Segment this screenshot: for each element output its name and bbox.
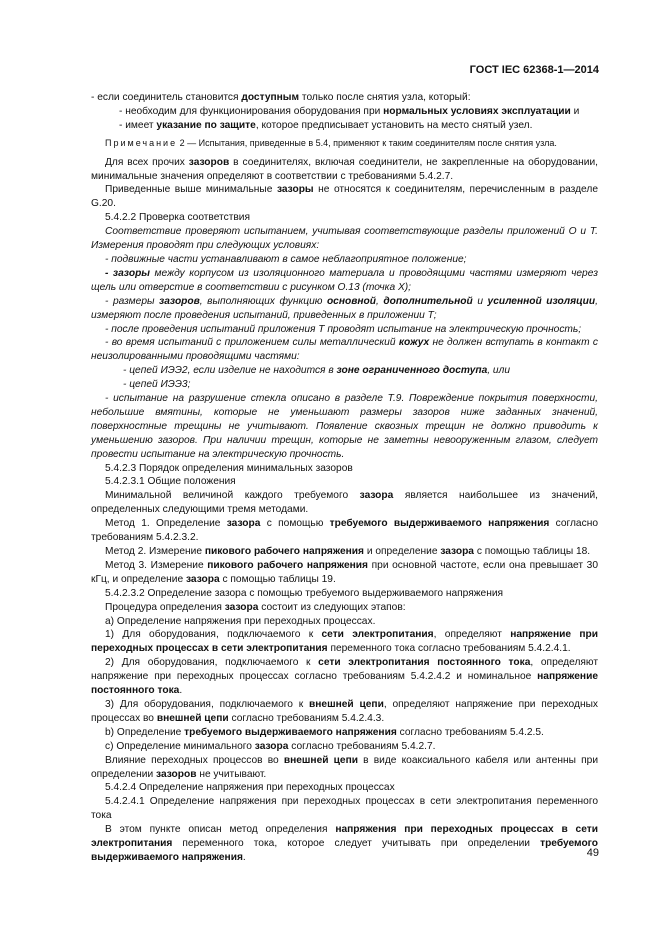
list-item: 2) Для оборудования, подключаемого к сети электропитания постоянного тока, определяют напряжение при переходных процессах согласно требованиям 5.4.2.4.2 и номинальное напряжение постоянного тока. xyxy=(91,657,598,697)
list-item: b) Определение требуемого выдерживаемого напряжения согласно требованиям 5.4.2.5. xyxy=(105,726,544,738)
section-heading: 5.4.2.3.2 Определение зазора с помощью требуемого выдерживаемого напряжения xyxy=(105,587,504,599)
list-item: - цепей ИЭЭ2, если изделие не находится в зоне ограниченного доступа, или xyxy=(123,365,511,377)
section-heading: 5.4.2.3 Порядок определения минимальных зазоров xyxy=(105,462,353,474)
section-heading: 5.4.2.2 Проверка соответствия xyxy=(105,212,250,224)
list-item: - подвижные части устанавливают в самое неблагоприятное положение; xyxy=(105,253,467,265)
paragraph: - если соединитель становится доступным только после снятия узла, который: xyxy=(91,92,471,103)
section-heading: 5.4.2.4 Определение напряжения при переходных процессах xyxy=(105,782,395,794)
paragraph: Процедура определения зазора состоит из следующих этапов: xyxy=(105,601,406,613)
standard-header: ГОСТ IEC 62368-1—2014 xyxy=(469,64,599,76)
paragraph: Соответствие проверяют испытанием, учитывая соответствующие разделы приложений О и Т. Измерения проводят при следующих условиях: xyxy=(91,226,598,252)
paragraph: Метод 1. Определение зазора с помощью требуемого выдерживаемого напряжения согласно требованиям 5.4.2.3.2. xyxy=(91,518,598,544)
list-item: a) Определение напряжения при переходных процессах. xyxy=(105,615,376,627)
page-number: 49 xyxy=(586,847,599,859)
list-item: - необходим для функционирования оборудования при нормальных условиях эксплуатации и xyxy=(119,105,580,117)
paragraph: В этом пункте описан метод определения напряжения при переходных процессах в сети электропитания переменного тока, которое следует учитывать при определении требуемого выдерживаемого напряжения. xyxy=(91,824,598,863)
list-item: - испытание на разрушение стекла описано в разделе Т.9. Повреждение покрытия поверхности, небольшие вмятины, которые не уменьшают размеры зазоров ниже заданных значений, поверхностные трещины не учитывают. Появление сквозных трещин не должно приводить к уменьшению зазоров. При наличии трещин, которые не заметны невооруженным глазом, следует провести испытание на электрическую прочность. xyxy=(91,393,598,460)
list-item: - имеет указание по защите, которое предписывает установить на место снятый узел. xyxy=(119,119,533,131)
list-item: c) Определение минимального зазора согласно требованиям 5.4.2.7. xyxy=(105,740,436,752)
section-heading: 5.4.2.4.1 Определение напряжения при переходных процессах в сети электропитания переменного тока xyxy=(91,796,598,822)
paragraph: Для всех прочих зазоров в соединителях, включая соединители, не закрепленные на оборудовании, минимальные значения определяют в соответствии с требованиями 5.4.2.7. xyxy=(91,156,598,182)
paragraph: Метод 3. Измерение пикового рабочего напряжения при основной частоте, если она превышает 30 кГц, и определение зазора с помощью таблицы 19. xyxy=(91,559,598,585)
paragraph: Метод 2. Измерение пикового рабочего напряжения и определение зазора с помощью таблицы 18. xyxy=(105,546,591,557)
page-body xyxy=(91,91,598,865)
list-item: - цепей ИЭЭ3; xyxy=(123,379,191,391)
list-item: - после проведения испытаний приложения Т проводят испытание на электрическую прочность; xyxy=(105,323,582,335)
list-item: 3) Для оборудования, подключаемого к внешней цепи, определяют напряжение при переходных процессах во внешней цепи согласно требованиям 5.4.2.4.3. xyxy=(91,698,598,724)
list-item: 1) Для оборудования, подключаемого к сети электропитания, определяют напряжение при переходных процессах в сети электропитания переменного тока согласно требованиям 5.4.2.4.1. xyxy=(91,629,599,655)
list-item: - во время испытаний с приложением силы металлический кожух не должен вступать в контакт с неизолированными проводящими частями: xyxy=(91,337,598,363)
paragraph: Приведенные выше минимальные зазоры не относятся к соединителям, перечисленным в разделе G.20. xyxy=(91,184,598,210)
list-item: - размеры зазоров, выполняющих функцию основной, дополнительной и усиленной изоляции, измеряют после проведения испытаний, приведенных в приложении Т; xyxy=(91,295,598,321)
paragraph: Минимальной величиной каждого требуемого зазора является наибольшее из значений, определенных следующими тремя методами. xyxy=(91,490,598,516)
list-item: - зазоры между корпусом из изоляционного материала и проводящими частями измеряют через щель или отверстие в соответствии с рисунком О.13 (точка X); xyxy=(91,267,599,293)
note: Примечание 2 — Испытания, приведенные в 5.4, применяют к таким соединителям после снятия узла. xyxy=(105,137,557,148)
section-heading: 5.4.2.3.1 Общие положения xyxy=(105,476,236,488)
paragraph: Влияние переходных процессов во внешней цепи в виде коаксиального кабеля или антенны при определении зазоров не учитывают. xyxy=(91,754,599,780)
